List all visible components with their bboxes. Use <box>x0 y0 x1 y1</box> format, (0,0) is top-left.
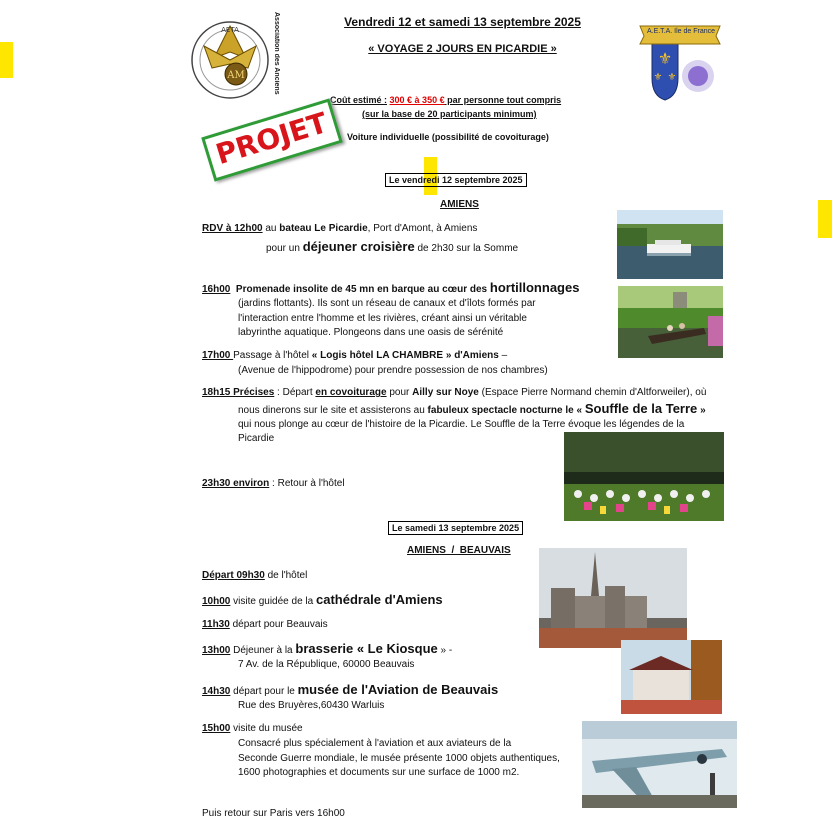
item-musee-address: Rue des Bruyères,60430 Warluis <box>238 700 385 711</box>
cost-basis: (sur la base de 20 participants minimum) <box>362 109 537 119</box>
svg-text:⚜: ⚜ <box>667 72 677 83</box>
item-hotel-line2: (Avenue de l'hippodrome) pour prendre possession de nos chambres) <box>238 365 548 376</box>
svg-text:⚜: ⚜ <box>657 51 673 68</box>
item-kiosque-address: 7 Av. de la République, 60000 Beauvais <box>238 659 415 670</box>
photo-cathedrale <box>539 548 687 648</box>
logo-banner-text: A.E.T.A. Ile de France <box>646 28 716 35</box>
aeta-logo-right <box>636 20 724 108</box>
item-hortillonnages: 16h00 Promenade insolite de 45 mn en barque au cœur des hortillonnages <box>202 280 580 295</box>
item-musee: 14h30 départ pour le musée de l'Aviation de Beauvais <box>202 682 499 697</box>
svg-text:AM: AM <box>227 70 245 81</box>
aeta-logo-left <box>186 16 282 104</box>
transport-note: Voiture individuelle (possibilité de covoiturage) <box>347 132 549 142</box>
yellow-mark-right <box>818 200 832 238</box>
item-rdv-line2: pour un déjeuner croisière de 2h30 sur la Somme <box>266 239 519 254</box>
footer-return: Puis retour sur Paris vers 16h00 <box>202 808 345 819</box>
logo-side-text: Association des Anciens <box>273 12 280 95</box>
item-hortillonnages-desc: (jardins flottants). Ils sont un réseau de canaux et d'îlots formés par l'interaction entre l'homme et les rivières, créant ainsi un véritable labyrinthe aquatique. Plongeons dans une oasis de sérénité <box>238 298 536 338</box>
item-visite: 15h00 visite du musée <box>202 723 303 734</box>
page-title: Vendredi 12 et samedi 13 septembre 2025 <box>344 15 581 29</box>
item-visite-desc: Consacré plus spécialement à l'aviation et aux aviateurs de la Seconde Guerre mondiale, le musée présente 1000 objets authentiques, 1600 photographies et documents sur une surface de 1000 m2. <box>238 738 560 778</box>
cost-line: Coût estimé : 300 € à 350 € par personne tout compris <box>330 95 562 105</box>
item-beauvais: 11h30 départ pour Beauvais <box>202 619 328 630</box>
item-rdv: RDV à 12h00 au bateau Le Picardie, Port d'Amont, à Amiens <box>202 223 478 234</box>
day1-date: Le vendredi 12 septembre 2025 <box>385 173 527 187</box>
svg-text:⚜: ⚜ <box>653 72 663 83</box>
day1-place: AMIENS <box>440 199 479 210</box>
item-hotel: 17h00 Passage à l'hôtel « Logis hôtel LA CHAMBRE » d'Amiens – <box>202 350 508 361</box>
item-kiosque: 13h00 Déjeuner à la brasserie « Le Kiosque » - <box>202 641 453 656</box>
item-spectacle: 18h15 Précises : Départ en covoiturage pour Ailly sur Noye (Espace Pierre Normand chemin d'Altforweiler), où <box>202 387 707 398</box>
item-spectacle-line2: nous dinerons sur le site et assisterons au fabuleux spectacle nocturne le « Souffle de la Terre » <box>238 401 706 416</box>
photo-kiosque <box>621 640 722 714</box>
day2-place: AMIENS / BEAUVAIS <box>407 545 511 556</box>
item-cathedrale: 10h00 visite guidée de la cathédrale d'Amiens <box>202 592 443 607</box>
item-depart: Départ 09h30 de l'hôtel <box>202 570 308 581</box>
item-return: 23h30 environ : Retour à l'hôtel <box>202 478 345 489</box>
day2-date: Le samedi 13 septembre 2025 <box>388 521 523 535</box>
projet-stamp: PROJET <box>201 98 343 181</box>
photo-spectacle <box>564 432 724 521</box>
photo-barque <box>618 286 723 358</box>
item-spectacle-line3: qui nous plonge au cœur de l'histoire de la Picardie. Le Souffle de la Terre évoque les légendes de la <box>238 419 685 430</box>
item-spectacle-line4: Picardie <box>238 433 275 444</box>
page-subtitle: « VOYAGE 2 JOURS EN PICARDIE » <box>368 43 557 55</box>
logo-ring-text: AETA <box>221 26 239 34</box>
photo-boat <box>617 210 723 279</box>
photo-avion <box>582 721 737 808</box>
yellow-mark-left <box>0 42 13 78</box>
